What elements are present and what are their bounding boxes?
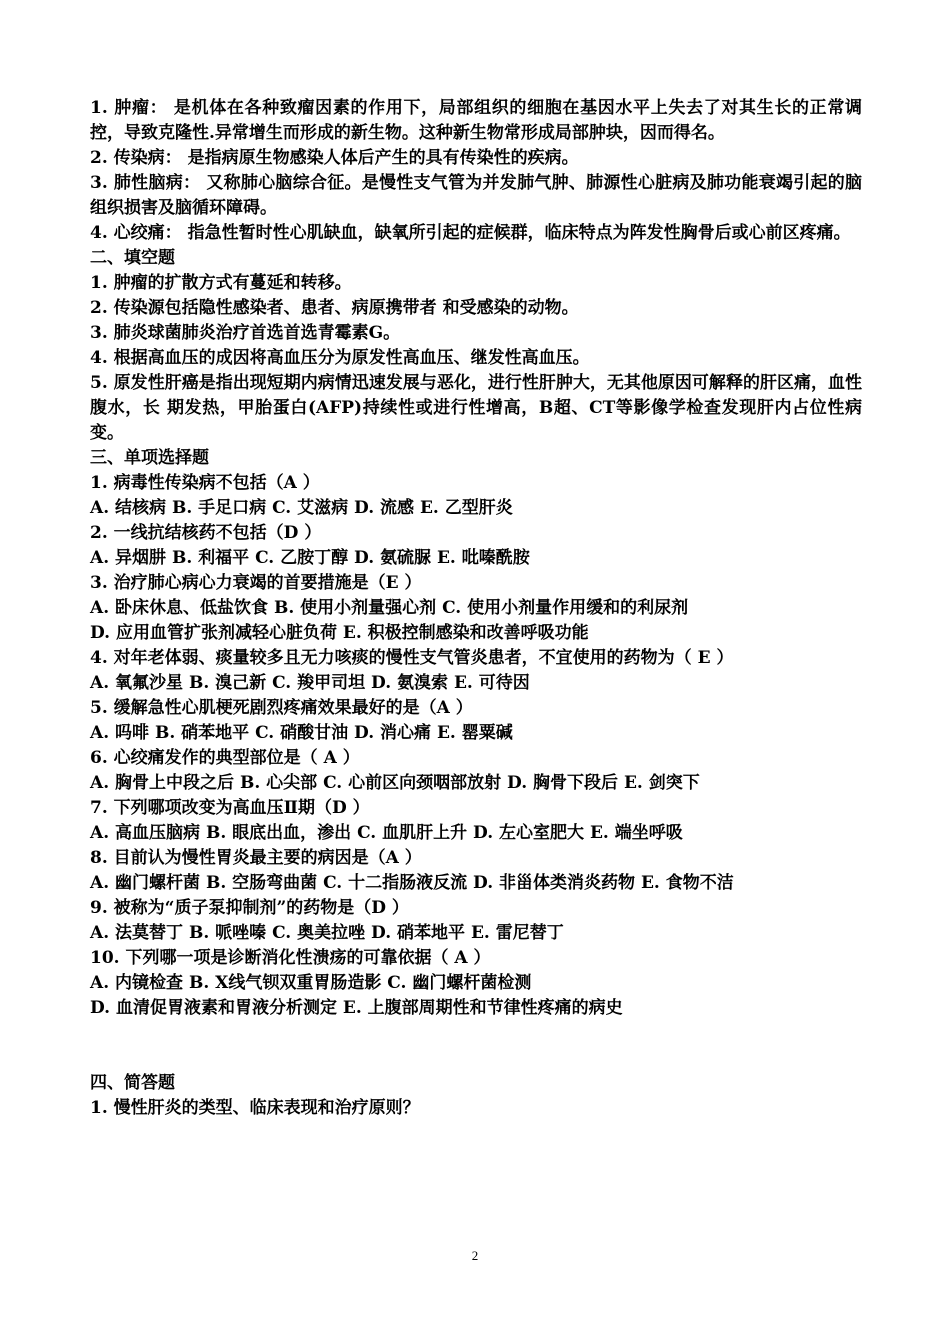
question-7: 7. 下列哪项改变为高血压Ⅱ期（D ） — [90, 798, 370, 818]
question-3: 3. 治疗肺心病心力衰竭的首要措施是（E ） — [90, 573, 422, 593]
question-7-options: A. 高血压脑病 B. 眼底出血，渗出 C. 血肌肝上升 D. 左心室肥大 E. 端坐呼吸 — [90, 823, 683, 843]
question-8: 8. 目前认为慢性胃炎最主要的病因是（A ） — [90, 848, 422, 868]
question-3-options-a: A. 卧床休息、低盐饮食 B. 使用小剂量强心剂 C. 使用小剂量作用缓和的利尿剂 — [90, 598, 689, 618]
definition-3: 3. 肺性脑病： 又称肺心脑综合征。是慢性支气管为并发肺气肿、肺源性心脏病及肺功能衰竭引起的脑组织损害及脑循环障碍。 — [90, 173, 862, 218]
definition-4: 4. 心绞痛： 指急性暂时性心肌缺血，缺氧所引起的症候群，临床特点为阵发性胸骨后或心前区疼痛。 — [90, 223, 851, 243]
definition-2: 2. 传染病： 是指病原生物感染人体后产生的具有传染性的疾病。 — [90, 148, 579, 168]
section-spacer — [90, 1021, 862, 1071]
fill-in-item-1: 1. 肿瘤的扩散方式有蔓延和转移。 — [90, 273, 352, 293]
question-9-options: A. 法莫替丁 B. 哌唑嗪 C. 奥美拉唑 D. 硝苯地平 E. 雷尼替丁 — [90, 923, 564, 943]
fill-in-item-3: 3. 肺炎球菌肺炎治疗首选首选青霉素G。 — [90, 323, 401, 343]
section-heading-multiple-choice: 三、单项选择题 — [90, 448, 209, 468]
definition-1: 1. 肿瘤： 是机体在各种致瘤因素的作用下，局部组织的细胞在基因水平上失去了对其生长的正常调控，导致克隆性.异常增生而形成的新生物。这种新生物常形成局部肿块，因而得名。 — [90, 98, 862, 143]
question-4: 4. 对年老体弱、痰量较多且无力咳痰的慢性支气管炎患者，不宜使用的药物为（ E ） — [90, 648, 734, 668]
question-10: 10. 下列哪一项是诊断消化性溃疡的可靠依据（ A ） — [90, 948, 491, 968]
question-1: 1. 病毒性传染病不包括（A ） — [90, 473, 320, 493]
question-2-options: A. 异烟肼 B. 利福平 C. 乙胺丁醇 D. 氨硫脲 E. 吡嗪酰胺 — [90, 548, 530, 568]
section-heading-fill-in: 二、填空题 — [90, 248, 175, 268]
question-6: 6. 心绞痛发作的典型部位是（ A ） — [90, 748, 360, 768]
question-9: 9. 被称为“质子泵抑制剂”的药物是（D ） — [90, 898, 409, 918]
question-10-options-b: D. 血清促胃液素和胃液分析测定 E. 上腹部周期性和节律性疼痛的病史 — [90, 998, 623, 1018]
question-5-options: A. 吗啡 B. 硝苯地平 C. 硝酸甘油 D. 消心痛 E. 罂粟碱 — [90, 723, 513, 743]
fill-in-item-4: 4. 根据高血压的成因将高血压分为原发性高血压、继发性高血压。 — [90, 348, 590, 368]
question-4-options: A. 氧氟沙星 B. 溴己新 C. 羧甲司坦 D. 氨溴索 E. 可待因 — [90, 673, 530, 693]
question-6-options: A. 胸骨上中段之后 B. 心尖部 C. 心前区向颈咽部放射 D. 胸骨下段后 E. 剑突下 — [90, 773, 700, 793]
fill-in-item-2: 2. 传染源包括隐性感染者、患者、病原携带者 和受感染的动物。 — [90, 298, 579, 318]
page-number: 2 — [471, 1248, 479, 1263]
question-1-options: A. 结核病 B. 手足口病 C. 艾滋病 D. 流感 E. 乙型肝炎 — [90, 498, 513, 518]
question-10-options-a: A. 内镜检查 B. X线气钡双重胃肠造影 C. 幽门螺杆菌检测 — [90, 973, 532, 993]
short-answer-item-1: 1. 慢性肝炎的类型、临床表现和治疗原则？ — [90, 1098, 420, 1118]
question-8-options: A. 幽门螺杆菌 B. 空肠弯曲菌 C. 十二指肠液反流 D. 非甾体类消炎药物 E. 食物不洁 — [90, 873, 734, 893]
document-body — [90, 96, 862, 1121]
question-3-options-b: D. 应用血管扩张剂减轻心脏负荷 E. 积极控制感染和改善呼吸功能 — [90, 623, 589, 643]
fill-in-item-5: 5. 原发性肝癌是指出现短期内病情迅速发展与恶化，进行性肝肿大，无其他原因可解释的肝区痛，血性腹水，长 期发热，甲胎蛋白(AFP)持续性或进行性增高，B超、CT等影像学检查发现肝内占位性病变。 — [90, 373, 862, 443]
question-5: 5. 缓解急性心肌梗死剧烈疼痛效果最好的是（A ） — [90, 698, 473, 718]
question-2: 2. 一线抗结核药不包括（D ） — [90, 523, 322, 543]
section-heading-short-answer: 四、简答题 — [90, 1073, 175, 1093]
